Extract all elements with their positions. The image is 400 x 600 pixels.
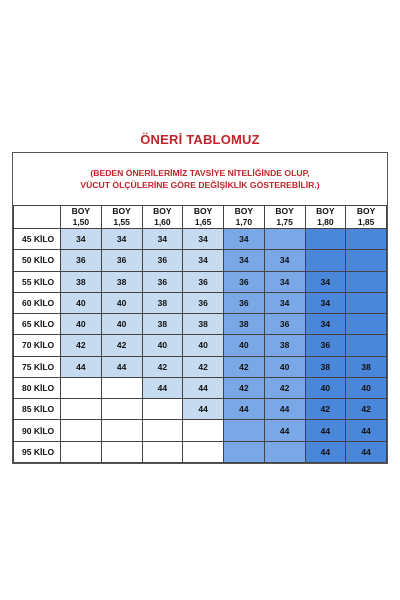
size-cell: 42	[101, 335, 142, 356]
size-cell: 34	[264, 271, 305, 292]
size-cell: 42	[61, 335, 102, 356]
table-row	[14, 420, 387, 441]
size-cell	[346, 314, 387, 335]
size-cell: 34	[264, 250, 305, 271]
column-label: BOY	[356, 206, 376, 216]
column-label: BOY	[153, 206, 172, 216]
corner-cell	[14, 206, 61, 229]
weight-row-label: 65 KİLO	[14, 314, 61, 335]
size-cell: 44	[264, 420, 305, 441]
table-row	[14, 314, 387, 335]
column-label: BOY	[193, 206, 213, 216]
size-table	[13, 205, 387, 463]
size-cell: 36	[224, 271, 265, 292]
size-cell	[264, 441, 305, 462]
column-height-value: 1,75	[276, 217, 293, 227]
size-cell	[101, 377, 142, 398]
disclaimer-line: (BEDEN ÖNERİLERİMİZ TAVSİYE NİTELİĞİNDE OLUP,	[90, 168, 310, 178]
size-cell	[61, 399, 102, 420]
column-label: BOY	[234, 206, 254, 216]
size-cell: 36	[183, 292, 224, 313]
size-cell: 40	[142, 335, 183, 356]
size-cell: 40	[264, 356, 305, 377]
size-cell: 38	[61, 271, 102, 292]
size-cell: 44	[346, 441, 387, 462]
size-cell: 38	[142, 292, 183, 313]
size-cell: 42	[224, 377, 265, 398]
size-cell: 38	[305, 356, 346, 377]
weight-row-label: 95 KİLO	[14, 441, 61, 462]
size-cell	[101, 420, 142, 441]
size-cell: 36	[224, 292, 265, 313]
size-cell: 36	[264, 314, 305, 335]
size-cell: 34	[224, 250, 265, 271]
size-cell: 34	[305, 292, 346, 313]
table-row	[14, 271, 387, 292]
size-cell	[142, 399, 183, 420]
size-cell: 44	[305, 441, 346, 462]
size-cell: 40	[224, 335, 265, 356]
size-cell: 36	[305, 335, 346, 356]
column-label: BOY	[275, 206, 294, 216]
size-cell	[61, 420, 102, 441]
weight-row-label: 70 KİLO	[14, 335, 61, 356]
size-cell: 40	[346, 377, 387, 398]
table-row	[14, 229, 387, 250]
size-cell	[264, 229, 305, 250]
size-cell: 40	[61, 292, 102, 313]
size-cell	[101, 399, 142, 420]
size-cell	[142, 441, 183, 462]
size-cell: 44	[142, 377, 183, 398]
size-cell	[305, 229, 346, 250]
column-height-value: 1,65	[194, 217, 212, 227]
size-cell: 36	[101, 250, 142, 271]
size-cell: 40	[101, 314, 142, 335]
header-row	[14, 206, 387, 229]
size-chart	[12, 152, 388, 464]
weight-row-label: 80 KİLO	[14, 377, 61, 398]
size-cell	[305, 250, 346, 271]
disclaimer-note	[13, 153, 387, 206]
size-cell: 44	[346, 420, 387, 441]
size-cell: 38	[264, 335, 305, 356]
size-cell: 34	[101, 229, 142, 250]
table-body	[14, 229, 387, 463]
table-row	[14, 441, 387, 462]
column-label: BOY	[71, 206, 91, 216]
table-row	[14, 399, 387, 420]
size-cell	[183, 441, 224, 462]
column-label: BOY	[112, 206, 131, 216]
size-cell: 38	[224, 314, 265, 335]
table-row	[14, 356, 387, 377]
size-cell: 40	[183, 335, 224, 356]
table-header	[14, 206, 387, 229]
column-height-value: 1,80	[317, 217, 334, 227]
column-height-value: 1,55	[113, 217, 130, 227]
size-cell	[224, 420, 265, 441]
size-cell	[346, 229, 387, 250]
chart-title: ÖNERİ TABLOMUZ	[140, 132, 260, 147]
size-cell	[346, 271, 387, 292]
column-height-value: 1,50	[72, 217, 90, 227]
height-column-header	[61, 206, 102, 229]
size-cell	[142, 420, 183, 441]
size-cell: 42	[264, 377, 305, 398]
size-cell: 34	[61, 229, 102, 250]
size-cell	[224, 441, 265, 462]
weight-row-label: 60 KİLO	[14, 292, 61, 313]
weight-row-label: 55 KİLO	[14, 271, 61, 292]
size-cell: 38	[142, 314, 183, 335]
table-row	[14, 292, 387, 313]
size-cell: 34	[183, 229, 224, 250]
height-column-header	[264, 206, 305, 229]
weight-row-label: 90 KİLO	[14, 420, 61, 441]
size-cell: 34	[224, 229, 265, 250]
size-cell: 38	[346, 356, 387, 377]
size-cell	[346, 250, 387, 271]
size-cell: 40	[305, 377, 346, 398]
size-cell	[183, 420, 224, 441]
size-cell	[346, 335, 387, 356]
table-row	[14, 250, 387, 271]
size-cell: 34	[305, 271, 346, 292]
size-cell: 34	[264, 292, 305, 313]
size-cell: 36	[183, 271, 224, 292]
height-column-header	[142, 206, 183, 229]
size-cell: 34	[305, 314, 346, 335]
size-cell: 44	[224, 399, 265, 420]
size-cell: 42	[183, 356, 224, 377]
size-cell: 44	[183, 377, 224, 398]
height-column-header	[183, 206, 224, 229]
disclaimer-line: VÜCUT ÖLÇÜLERİNE GÖRE DEĞİŞİKLİK GÖSTEREBİLİR.)	[80, 180, 320, 190]
column-height-value: 1,60	[154, 217, 171, 227]
height-column-header	[224, 206, 265, 229]
column-label: BOY	[316, 206, 335, 216]
size-cell: 34	[142, 229, 183, 250]
table-row	[14, 335, 387, 356]
size-cell: 36	[61, 250, 102, 271]
size-cell: 34	[183, 250, 224, 271]
weight-row-label: 45 KİLO	[14, 229, 61, 250]
size-cell: 36	[142, 271, 183, 292]
column-height-value: 1,70	[235, 217, 253, 227]
weight-row-label: 85 KİLO	[14, 399, 61, 420]
weight-row-label: 50 KİLO	[14, 250, 61, 271]
size-cell: 38	[101, 271, 142, 292]
size-cell: 42	[142, 356, 183, 377]
size-cell: 38	[183, 314, 224, 335]
size-cell: 36	[142, 250, 183, 271]
size-cell: 42	[305, 399, 346, 420]
size-cell: 44	[305, 420, 346, 441]
size-cell: 42	[346, 399, 387, 420]
size-cell	[101, 441, 142, 462]
size-cell	[61, 377, 102, 398]
size-cell: 44	[264, 399, 305, 420]
height-column-header	[101, 206, 142, 229]
size-cell: 42	[224, 356, 265, 377]
size-cell: 40	[61, 314, 102, 335]
height-column-header	[346, 206, 387, 229]
column-height-value: 1,85	[357, 217, 375, 227]
size-cell	[61, 441, 102, 462]
height-column-header	[305, 206, 346, 229]
table-row	[14, 377, 387, 398]
size-cell: 44	[101, 356, 142, 377]
size-cell: 44	[183, 399, 224, 420]
size-cell	[346, 292, 387, 313]
weight-row-label: 75 KİLO	[14, 356, 61, 377]
size-cell: 40	[101, 292, 142, 313]
size-cell: 44	[61, 356, 102, 377]
